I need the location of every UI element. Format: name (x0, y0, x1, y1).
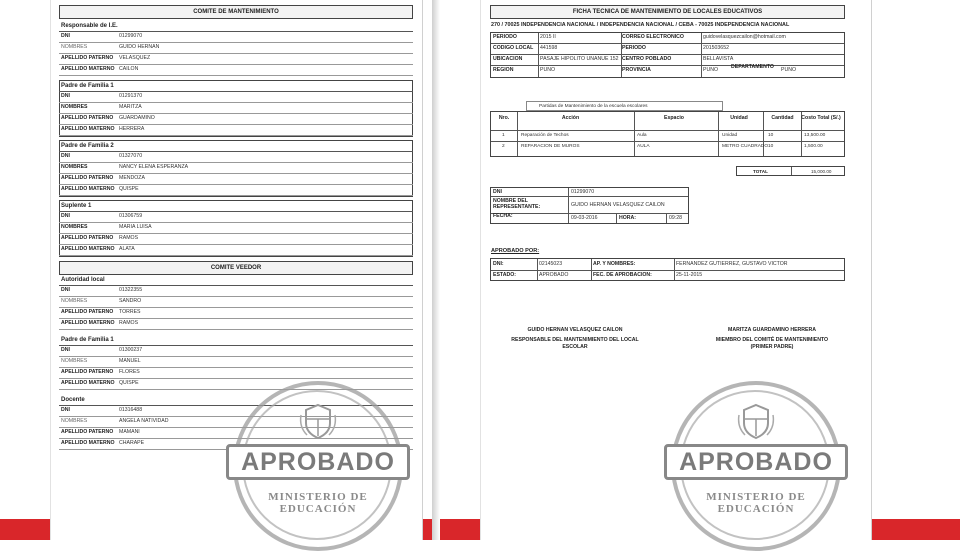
section-rule (59, 31, 413, 32)
table-cell: AULA (637, 144, 650, 149)
stamp-ministry: MINISTERIO DE EDUCACIÓN (706, 491, 806, 515)
info-label: UBICACION (493, 56, 523, 62)
field-value: FLORES (119, 369, 140, 375)
field-value: CAILON (119, 66, 139, 72)
row-rule (59, 233, 413, 234)
row-rule (59, 64, 413, 65)
field-value: MAMANI (119, 429, 140, 435)
row-rule (59, 329, 413, 330)
field-value: MANUEL (119, 358, 141, 364)
row-rule (59, 296, 413, 297)
rep-dni-label: DNI (493, 189, 502, 195)
table-cell: 1,500.00 (804, 144, 823, 149)
signature-2-role: MIEMBRO DEL COMITÉ DE MANTENIMIENTO (PRIMER PADRE) (715, 337, 829, 350)
section-rule (59, 211, 413, 212)
info-value: PASAJE HIPOLITO UNANUE 152 (540, 56, 619, 62)
total-label: TOTAL (753, 169, 768, 174)
approval-date-label: FEC. DE APROBACION: (593, 272, 652, 278)
section-heading: Padre de Familia 1 (61, 83, 114, 89)
red-bar-right (870, 519, 960, 540)
field-value: SANDRO (119, 298, 142, 304)
info-label: CORREO ELECTRONICO (622, 34, 684, 40)
row-rule (59, 184, 413, 185)
field-value: VELASQUEZ (119, 55, 151, 61)
field-value: 01300237 (119, 347, 143, 353)
field-label: APELLIDO MATERNO (61, 66, 115, 72)
stamp-label: APROBADO (664, 444, 848, 480)
field-label: APELLIDO PATERNO (61, 115, 114, 121)
approval-dni-value: 02145023 (539, 261, 563, 267)
field-label: APELLIDO MATERNO (61, 380, 115, 386)
row-rule (59, 307, 413, 308)
field-label: NOMBRES (61, 224, 88, 230)
approved-stamp-right (671, 381, 841, 551)
rep-name-value: GUIDO HERNAN VELASQUEZ CAILON (571, 202, 665, 208)
info-label: PROVINCIA (622, 67, 651, 73)
table-header: Unidad (730, 115, 748, 121)
info-value: guidovelasquezcailon@hotmail.com (703, 34, 786, 40)
red-bar-left (0, 519, 50, 540)
field-label: APELLIDO MATERNO (61, 440, 115, 446)
approval-dni-label: DNI: (493, 261, 504, 267)
row-rule (59, 318, 413, 319)
technical-sheet-title: FICHA TECNICA DE MANTENIMIENTO DE LOCALES EDUCATIVOS (490, 5, 845, 19)
row-rule (59, 222, 413, 223)
table-cell: Aula (637, 133, 647, 138)
field-value: MARITZA (119, 104, 142, 110)
field-label: DNI (61, 33, 70, 39)
row-rule (59, 195, 413, 196)
stamp-ministry: MINISTERIO DE EDUCACIÓN (268, 491, 368, 515)
field-value: QUISPE (119, 186, 139, 192)
field-value: GUARDAMINO (119, 115, 155, 121)
field-label: DNI (61, 287, 70, 293)
table-cell: 1 (502, 133, 505, 138)
info-label: CODIGO LOCAL (493, 45, 534, 51)
committee-title: COMITE DE MANTENIMIENTO (59, 5, 413, 19)
field-label: NOMBRES (61, 164, 88, 170)
row-rule (59, 367, 413, 368)
rep-date-value: 09-03-2016 (571, 215, 598, 221)
field-label: APELLIDO MATERNO (61, 186, 115, 192)
field-label: APELLIDO PATERNO (61, 429, 114, 435)
table-caption: Partidas de Mantenimiento de la escuela escolares (539, 104, 648, 109)
maintenance-committee-sheet (50, 0, 423, 540)
info-value: 441598 (540, 45, 558, 51)
total-value: 15,000.00 (811, 169, 832, 174)
field-label: APELLIDO PATERNO (61, 55, 114, 61)
signature-2-name: MARITZA GUARDAMINO HERRERA (728, 327, 816, 333)
field-value: ANGELA NATIVIDAD (119, 418, 169, 424)
row-rule (59, 162, 413, 163)
section-rule (59, 91, 413, 92)
table-cell: 10 (768, 144, 774, 149)
table-cell: METRO CUADRADO (722, 144, 769, 149)
field-value: HERRERA (119, 126, 145, 132)
section-rule (59, 345, 413, 346)
rep-time-value: 09:28 (669, 215, 682, 221)
rep-date-label: FECHA: (493, 213, 513, 219)
field-label: APELLIDO MATERNO (61, 320, 115, 326)
page-shadow (432, 0, 440, 540)
field-label: APELLIDO MATERNO (61, 126, 115, 132)
info-label: DEPARTAMENTO (731, 64, 774, 70)
school-subtitle: 270 / 70025 INDEPENDENCIA NACIONAL / INDEPENDENCIA NACIONAL / CEBA - 70025 INDEPENDENCIA NACIONAL (491, 22, 790, 28)
info-value: 201503652 (703, 45, 729, 51)
row-rule (59, 102, 413, 103)
field-label: DNI (61, 153, 70, 159)
field-value: 01299070 (119, 33, 143, 39)
row-rule (59, 135, 413, 136)
approved-by-heading: APROBADO POR: (491, 248, 540, 254)
field-label: DNI (61, 347, 70, 353)
rep-name-label: NOMBRE DEL REPRESENTANTE: (493, 198, 541, 210)
table-cell: 13,500.00 (804, 133, 826, 138)
table-header: Acción (561, 115, 580, 121)
row-rule (59, 124, 413, 125)
table-cell: 2 (502, 144, 505, 149)
row-rule (59, 173, 413, 174)
row-rule (59, 255, 413, 256)
table-header: Espacio (664, 115, 684, 121)
info-label: REGION (493, 67, 514, 73)
field-label: NOMBRES (61, 358, 88, 364)
field-value: RAMOS (119, 320, 139, 326)
info-label: CENTRO POBLADO (622, 56, 672, 62)
info-value: PUNO (781, 67, 796, 73)
info-value: 2015 II (540, 34, 556, 40)
row-rule (59, 113, 413, 114)
approval-name-label: AP. Y NOMBRES: (593, 261, 636, 267)
section-heading: Suplente 1 (61, 203, 92, 209)
field-value: ALATA (119, 246, 135, 252)
rep-time-label: HORA: (619, 215, 637, 221)
info-label: PERIODO (493, 34, 517, 40)
info-value: BELLAVISTA (703, 56, 734, 62)
field-label: DNI (61, 93, 70, 99)
field-value: MENDOZA (119, 175, 145, 181)
field-label: APELLIDO MATERNO (61, 246, 115, 252)
section-heading: Padre de Familia 1 (61, 337, 114, 343)
row-rule (59, 42, 413, 43)
section-rule (59, 285, 413, 286)
field-value: 01327070 (119, 153, 143, 159)
table-header: Costo Total (S/.) (801, 115, 841, 121)
approval-name-value: FERNANDEZ GUTIERREZ, GUSTAVO VICTOR (676, 261, 788, 267)
field-value: 01316488 (119, 407, 143, 413)
field-label: NOMBRES (61, 418, 88, 424)
field-value: RAMOS (119, 235, 139, 241)
field-value: 01306759 (119, 213, 143, 219)
field-value: GUIDO HERNAN (119, 44, 160, 50)
field-label: DNI (61, 407, 70, 413)
row-rule (59, 75, 413, 76)
info-value: PUNO (540, 67, 555, 73)
signature-1-name: GUIDO HERNAN VELASQUEZ CAILON (527, 327, 623, 333)
field-value: MARIA LUISA (119, 224, 152, 230)
field-label: NOMBRES (61, 298, 88, 304)
technical-sheet (480, 0, 872, 540)
table-cell: REPARACION DE MUROS (521, 144, 580, 149)
field-label: APELLIDO PATERNO (61, 309, 114, 315)
section-heading: Autoridad local (61, 277, 105, 283)
section-heading: Docente (61, 397, 85, 403)
approved-stamp-left (233, 381, 403, 551)
veedor-title: COMITE VEEDOR (59, 261, 413, 275)
table-cell: Reparación de Techos (521, 133, 569, 138)
row-rule (59, 378, 413, 379)
coat-of-arms-icon (735, 401, 777, 441)
section-heading: Padre de Familia 2 (61, 143, 114, 149)
field-value: CHARAPE (119, 440, 145, 446)
info-value: PUNO (703, 67, 718, 73)
field-value: NANCY ELENA ESPERANZA (119, 164, 189, 170)
row-rule (59, 389, 413, 390)
section-rule (59, 151, 413, 152)
info-label: PERIODO (622, 45, 646, 51)
approval-state-label: ESTADO: (493, 272, 516, 278)
field-label: APELLIDO PATERNO (61, 235, 114, 241)
approval-date-value: 25-11-2015 (676, 272, 703, 278)
field-label: APELLIDO PATERNO (61, 369, 114, 375)
table-cell: 10 (768, 133, 774, 138)
table-cell: Unidad (722, 133, 738, 138)
field-label: DNI (61, 213, 70, 219)
approval-state-value: APROBADO (539, 272, 569, 278)
section-heading: Responsable de I.E. (61, 23, 118, 29)
row-rule (59, 53, 413, 54)
field-value: 01322355 (119, 287, 143, 293)
stamp-label: APROBADO (226, 444, 410, 480)
row-rule (59, 244, 413, 245)
rep-dni-value: 01299070 (571, 189, 595, 195)
table-header: Nro. (498, 115, 510, 121)
field-value: 01291370 (119, 93, 143, 99)
field-label: NOMBRES (61, 44, 88, 50)
field-value: QUISPE (119, 380, 139, 386)
field-label: APELLIDO PATERNO (61, 175, 114, 181)
table-header: Cantidad (771, 115, 794, 121)
field-value: TORRES (119, 309, 141, 315)
field-label: NOMBRES (61, 104, 88, 110)
row-rule (59, 356, 413, 357)
signature-1-role: RESPONSABLE DEL MANTENIMIENTO DEL LOCAL ESCOLAR (511, 337, 639, 350)
coat-of-arms-icon (297, 401, 339, 441)
